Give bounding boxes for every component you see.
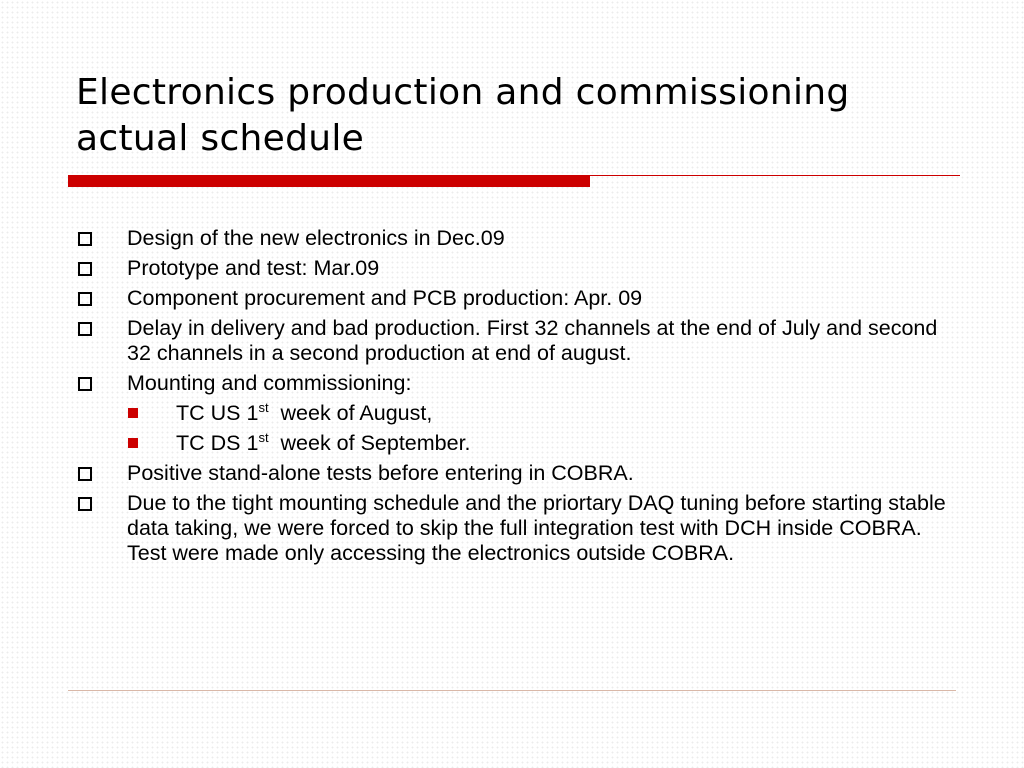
bullet-text: Design of the new electronics in Dec.09: [127, 226, 505, 250]
footer-divider: [68, 690, 956, 691]
hollow-square-bullet-icon: [78, 292, 92, 306]
bullet-item: [76, 491, 966, 566]
bullet-text: Prototype and test: Mar.09: [127, 256, 380, 280]
title-underline-thin: [590, 175, 960, 176]
bullet-text-main: TC DS 1: [176, 431, 259, 455]
bullet-text-main: TC US 1: [176, 401, 259, 425]
hollow-square-bullet-icon: [78, 377, 92, 391]
bullet-text: Due to the tight mounting schedule and the priortary DAQ tuning before starting stable data taking, we were forced to skip the full integration test with DCH inside COBRA. Test were made only accessing the electronics outside COBRA.: [127, 491, 946, 565]
title-underline-thick: [68, 175, 590, 187]
bullet-text: Positive stand-alone tests before entering in COBRA.: [127, 461, 634, 485]
bullet-item: [76, 226, 966, 251]
filled-square-bullet-icon: [128, 438, 138, 448]
hollow-square-bullet-icon: [78, 497, 92, 511]
bullet-text: Delay in delivery and bad production. First 32 channels at the end of July and second 32 channels in a second production at end of august.: [127, 316, 938, 365]
sub-bullet-item: [76, 431, 966, 456]
hollow-square-bullet-icon: [78, 232, 92, 246]
bullet-list: [76, 226, 966, 571]
ordinal-suffix: st: [258, 399, 269, 415]
filled-square-bullet-icon: [128, 408, 138, 418]
bullet-item: [76, 256, 966, 281]
bullet-item: [76, 461, 966, 486]
hollow-square-bullet-icon: [78, 322, 92, 336]
bullet-text: Mounting and commissioning:: [127, 371, 412, 395]
bullet-text-rest: week of September.: [268, 431, 471, 455]
bullet-text-rest: week of August,: [268, 401, 433, 425]
bullet-item: [76, 371, 966, 396]
bullet-item: [76, 286, 966, 311]
hollow-square-bullet-icon: [78, 262, 92, 276]
slide-title: Electronics production and commissioning actual schedule: [76, 72, 850, 159]
ordinal-suffix: st: [258, 429, 269, 445]
sub-bullet-item: [76, 401, 966, 426]
bullet-text: Component procurement and PCB production: Apr. 09: [127, 286, 643, 310]
hollow-square-bullet-icon: [78, 467, 92, 481]
bullet-item: [76, 316, 966, 366]
